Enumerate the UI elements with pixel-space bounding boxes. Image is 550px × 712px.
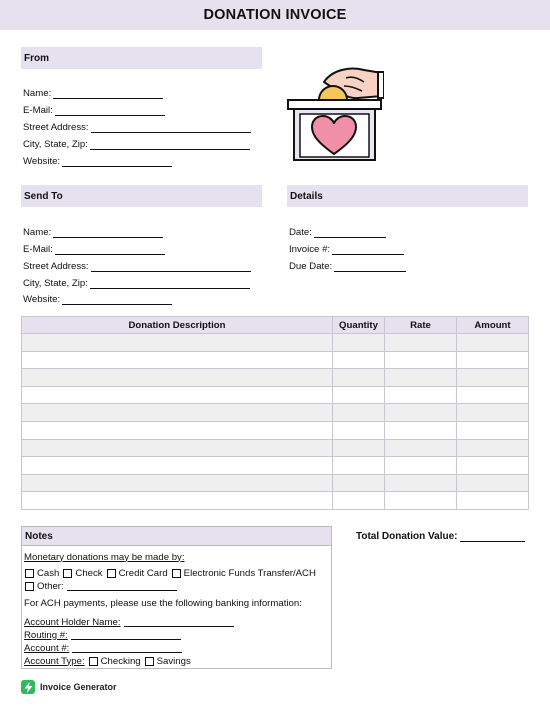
col-quantity-header: Quantity	[333, 317, 385, 334]
table-row	[22, 404, 529, 422]
from-header: From	[21, 47, 262, 69]
ach-info-line	[24, 597, 302, 609]
total-donation-field[interactable]	[356, 530, 525, 542]
checking-checkbox[interactable]	[89, 657, 98, 666]
account-holder-label: Account Holder Name:	[24, 616, 121, 628]
cell-description[interactable]	[22, 334, 333, 352]
table-row	[22, 369, 529, 387]
from-street-label: Street Address:	[23, 122, 89, 133]
send-to-city-label: City, State, Zip:	[23, 278, 88, 289]
from-city-field[interactable]	[23, 138, 250, 150]
table-row	[22, 457, 529, 475]
cell-amount[interactable]	[457, 404, 529, 422]
cash-checkbox[interactable]	[25, 569, 34, 578]
eft-ach-checkbox[interactable]	[172, 569, 181, 578]
check-checkbox[interactable]	[63, 569, 72, 578]
cell-description[interactable]	[22, 369, 333, 387]
table-row	[22, 492, 529, 510]
cell-quantity[interactable]	[333, 369, 385, 387]
brand[interactable]	[21, 680, 117, 694]
invoice-number-field[interactable]	[289, 243, 404, 255]
payment-options	[24, 567, 316, 579]
due-date-label: Due Date:	[289, 261, 333, 272]
cell-rate[interactable]	[385, 351, 457, 369]
title-bar	[0, 0, 550, 30]
other-label: Other:	[37, 580, 64, 592]
routing-label: Routing #:	[24, 629, 68, 641]
col-amount-header: Amount	[457, 317, 529, 334]
send-to-street-label: Street Address:	[23, 261, 89, 272]
from-name-label: Name:	[23, 88, 52, 99]
cell-rate[interactable]	[385, 404, 457, 422]
account-type-field	[24, 655, 191, 667]
notes-box	[21, 526, 332, 669]
cell-quantity[interactable]	[333, 386, 385, 404]
table-row	[22, 421, 529, 439]
account-number-label: Account #:	[24, 642, 70, 654]
date-field[interactable]	[289, 226, 386, 238]
cell-description[interactable]	[22, 404, 333, 422]
donation-table	[21, 316, 529, 510]
date-label: Date:	[289, 227, 312, 238]
eft-ach-label: Electronic Funds Transfer/ACH	[183, 567, 316, 579]
total-donation-label: Total Donation Value:	[356, 531, 458, 542]
send-to-name-label: Name:	[23, 227, 52, 238]
table-row	[22, 334, 529, 352]
cell-rate[interactable]	[385, 457, 457, 475]
notes-header: Notes	[22, 527, 331, 546]
cell-amount[interactable]	[457, 334, 529, 352]
invoice-number-label: Invoice #:	[289, 244, 331, 255]
cell-description[interactable]	[22, 492, 333, 510]
check-label: Check	[75, 567, 103, 579]
cell-amount[interactable]	[457, 421, 529, 439]
due-date-field[interactable]	[289, 260, 406, 272]
cell-description[interactable]	[22, 457, 333, 475]
cell-rate[interactable]	[385, 474, 457, 492]
cell-description[interactable]	[22, 474, 333, 492]
cell-amount[interactable]	[457, 351, 529, 369]
cell-amount[interactable]	[457, 457, 529, 475]
send-to-street-field[interactable]	[23, 260, 251, 272]
table-row	[22, 474, 529, 492]
savings-checkbox[interactable]	[145, 657, 154, 666]
cell-amount[interactable]	[457, 439, 529, 457]
cell-description[interactable]	[22, 386, 333, 404]
cell-rate[interactable]	[385, 421, 457, 439]
savings-label: Savings	[156, 655, 191, 667]
details-header: Details	[287, 185, 528, 207]
table-header-row	[22, 317, 529, 334]
other-checkbox[interactable]	[25, 582, 34, 591]
from-street-field[interactable]	[23, 121, 251, 133]
send-to-email-field[interactable]	[23, 243, 165, 255]
donation-box-icon	[286, 64, 384, 162]
monetary-text: Monetary donations may be made by:	[24, 551, 185, 563]
checking-label: Checking	[100, 655, 141, 667]
send-to-email-label: E-Mail:	[23, 244, 53, 255]
cash-label: Cash	[37, 567, 60, 579]
other-option	[24, 580, 177, 592]
cell-quantity[interactable]	[333, 334, 385, 352]
ach-info-text: For ACH payments, please use the following banking information:	[24, 597, 302, 609]
page-title: DONATION INVOICE	[203, 7, 347, 23]
send-to-website-field[interactable]	[23, 293, 172, 305]
cell-description[interactable]	[22, 421, 333, 439]
cell-quantity[interactable]	[333, 439, 385, 457]
routing-field[interactable]	[24, 629, 181, 641]
cell-rate[interactable]	[385, 386, 457, 404]
cell-quantity[interactable]	[333, 492, 385, 510]
send-to-name-field[interactable]	[23, 226, 163, 238]
from-city-label: City, State, Zip:	[23, 139, 88, 150]
cell-amount[interactable]	[457, 492, 529, 510]
cell-rate[interactable]	[385, 334, 457, 352]
table-row	[22, 386, 529, 404]
brand-name: Invoice Generator	[40, 682, 117, 692]
cell-rate[interactable]	[385, 492, 457, 510]
from-name-field[interactable]	[23, 87, 163, 99]
account-holder-field[interactable]	[24, 616, 234, 628]
credit-card-checkbox[interactable]	[107, 569, 116, 578]
cell-rate[interactable]	[385, 439, 457, 457]
cell-quantity[interactable]	[333, 404, 385, 422]
send-to-header: Send To	[21, 185, 262, 207]
account-type-label: Account Type:	[24, 655, 85, 667]
send-to-website-label: Website:	[23, 294, 61, 305]
cell-quantity[interactable]	[333, 474, 385, 492]
cell-description[interactable]	[22, 351, 333, 369]
col-description-header: Donation Description	[22, 317, 333, 334]
cell-amount[interactable]	[457, 369, 529, 387]
cell-rate[interactable]	[385, 369, 457, 387]
cell-quantity[interactable]	[333, 457, 385, 475]
credit-card-label: Credit Card	[118, 567, 168, 579]
cell-quantity[interactable]	[333, 351, 385, 369]
table-row	[22, 351, 529, 369]
from-website-label: Website:	[23, 156, 61, 167]
from-email-field[interactable]	[23, 104, 165, 116]
from-website-field[interactable]	[23, 155, 172, 167]
account-number-field[interactable]	[24, 642, 182, 654]
monetary-line	[24, 551, 185, 563]
other-input[interactable]	[67, 582, 177, 591]
col-rate-header: Rate	[385, 317, 457, 334]
invoice-generator-logo-icon	[21, 680, 35, 694]
send-to-city-field[interactable]	[23, 277, 250, 289]
cell-amount[interactable]	[457, 474, 529, 492]
table-row	[22, 439, 529, 457]
cell-description[interactable]	[22, 439, 333, 457]
cell-amount[interactable]	[457, 386, 529, 404]
from-email-label: E-Mail:	[23, 105, 53, 116]
cell-quantity[interactable]	[333, 421, 385, 439]
